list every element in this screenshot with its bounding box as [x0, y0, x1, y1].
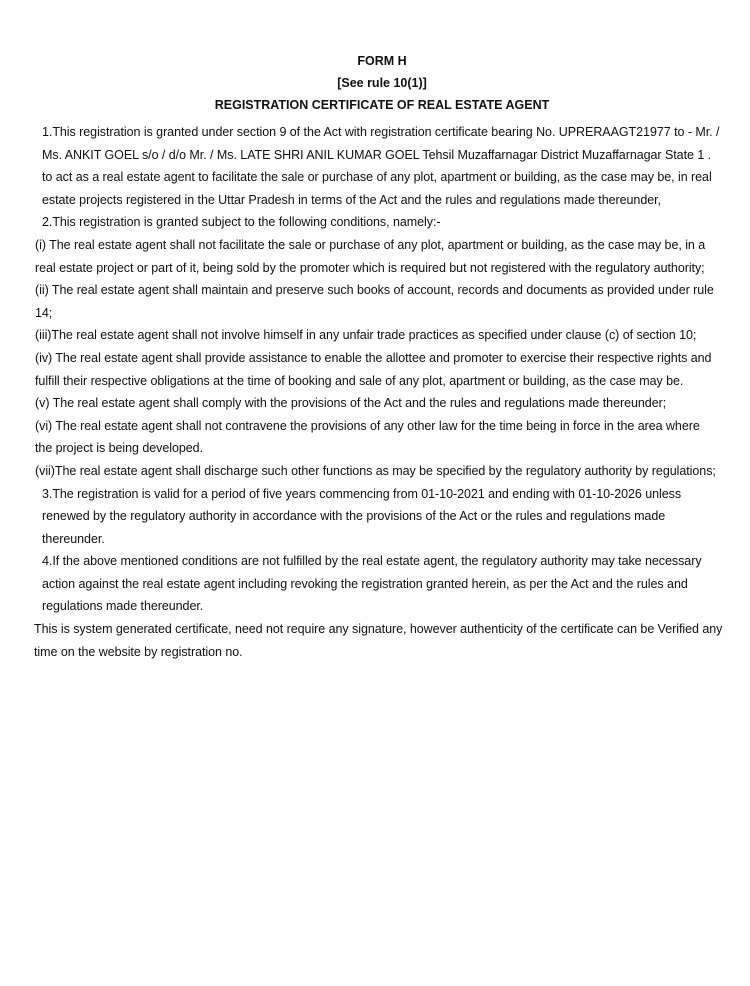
text-line: Ms. ANKIT GOEL s/o / d/o Mr. / Ms. LATE SHRI ANIL KUMAR GOEL Tehsil Muzaffarnagar District Muzaffarnagar State 1 . — [42, 147, 712, 162]
text-line: renewed by the regulatory authority in accordance with the provisions of the Act or the rules and regulations made — [42, 509, 666, 524]
condition-clause — [0, 460, 750, 483]
condition-clause — [0, 415, 750, 460]
certificate-body — [0, 121, 750, 663]
system-note — [0, 618, 750, 663]
text-line: (vi) The real estate agent shall not contravene the provisions of any other law for the time being in force in the area where — [35, 418, 700, 433]
text-line: real estate project or part of it, being sold by the promoter which is required but not registered with the regulatory authority; — [35, 260, 705, 275]
text-line: (iv) The real estate agent shall provide assistance to enable the allottee and promoter to exercise their respective rights and — [35, 350, 712, 365]
text-line: 3.The registration is valid for a period of five years commencing from 01-10-2021 and ending with 01-10-2026 unless — [42, 486, 682, 501]
text-line: time on the website by registration no. — [34, 644, 243, 659]
text-line: 1.This registration is granted under section 9 of the Act with registration certificate bearing No. UPRERAAGT21977 to - Mr. / — [42, 125, 720, 139]
numbered-clause — [0, 121, 750, 211]
text-line: (i) The real estate agent shall not facilitate the sale or purchase of any plot, apartment or building, as the case may be, in a — [35, 237, 706, 252]
certificate-title: REGISTRATION CERTIFICATE OF REAL ESTATE AGENT — [214, 98, 550, 112]
condition-clause — [0, 392, 750, 415]
text-line: (v) The real estate agent shall comply with the provisions of the Act and the rules and regulations made thereunder; — [35, 396, 667, 411]
text-line: 14; — [35, 305, 53, 320]
condition-clause — [0, 324, 750, 347]
text-line: (iii)The real estate agent shall not involve himself in any unfair trade practices as specified under clause (c) of section 10; — [35, 328, 697, 343]
numbered-clause — [0, 211, 750, 234]
rule-reference: [See rule 10(1)] — [337, 76, 427, 90]
text-line: fulfill their respective obligations at the time of booking and sale of any plot, apartment or building, as the case may be. — [35, 373, 684, 388]
text-line: 4.If the above mentioned conditions are not fulfilled by the real estate agent, the regulatory authority may take necessary — [42, 554, 702, 569]
text-line: 2.This registration is granted subject to the following conditions, namely:- — [42, 215, 441, 230]
text-line: (ii) The real estate agent shall maintain and preserve such books of account, records and documents as provided under rule — [35, 283, 714, 298]
text-line: regulations made thereunder. — [42, 599, 204, 614]
text-line: thereunder. — [42, 531, 105, 546]
form-heading: FORM H — [357, 54, 407, 68]
condition-clause — [0, 234, 750, 279]
text-line: (vii)The real estate agent shall discharge such other functions as may be specified by the regulatory authority by regulations; — [35, 463, 716, 478]
text-line: action against the real estate agent including revoking the registration granted herein, as per the Act and the rules and — [42, 576, 688, 591]
numbered-clause — [0, 483, 750, 551]
text-line: the project is being developed. — [35, 441, 204, 456]
text-line: This is system generated certificate, need not require any signature, however authenticity of the certificate can be Verified any — [34, 622, 723, 637]
condition-clause — [0, 279, 750, 324]
text-line: to act as a real estate agent to facilitate the sale or purchase of any plot, apartment or building, as the case may be, in real — [42, 170, 712, 185]
condition-clause — [0, 347, 750, 392]
numbered-clause — [0, 550, 750, 618]
text-line: estate projects registered in the Uttar Pradesh in terms of the Act and the rules and regulations made thereunder, — [42, 192, 661, 207]
